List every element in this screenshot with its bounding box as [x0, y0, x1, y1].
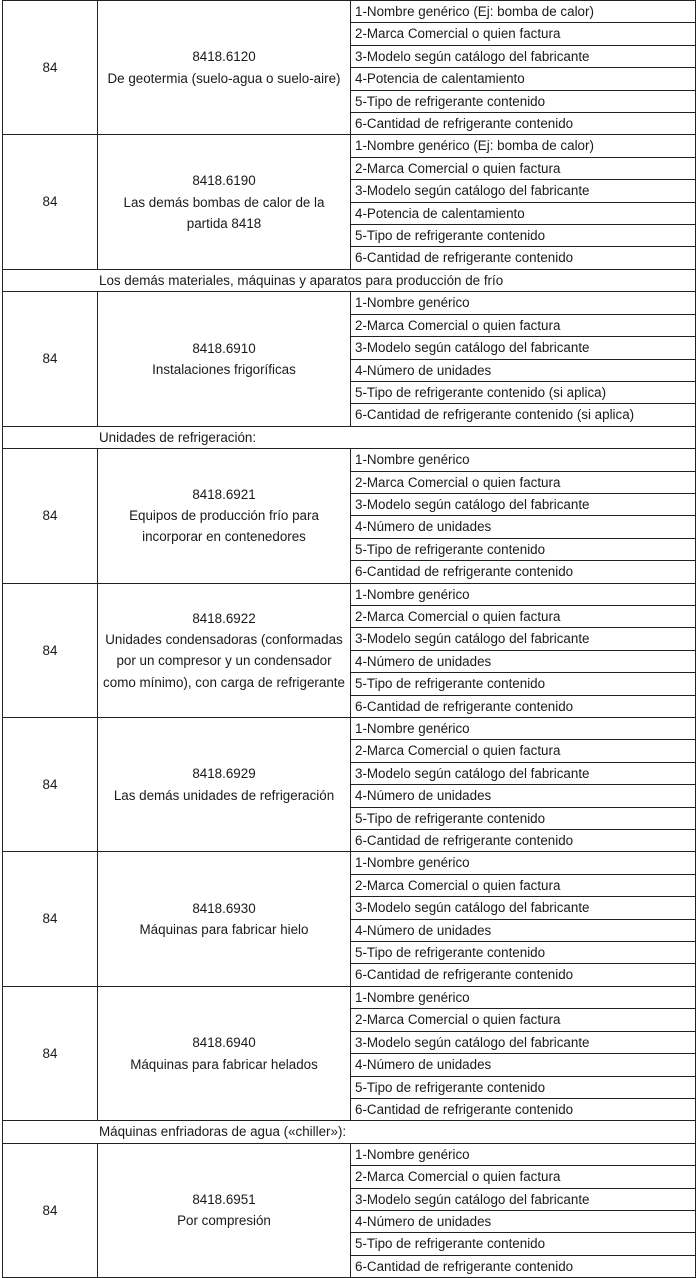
chapter-cell: 84 [3, 583, 98, 717]
requirement-item: 4-Número de unidades [351, 919, 696, 941]
requirement-item: 5-Tipo de refrigerante contenido [351, 1233, 696, 1255]
tariff-description: Máquinas para fabricar hielo [139, 922, 309, 938]
requirement-item: 3-Modelo según catálogo del fabricante [351, 180, 696, 202]
table-row [3, 449, 696, 471]
section-header-row [3, 1121, 696, 1143]
requirement-item: 2-Marca Comercial o quien factura [351, 1166, 696, 1188]
requirement-item: 6-Cantidad de refrigerante contenido [351, 1098, 696, 1120]
section-header-text: Máquinas enfriadoras de agua («chiller»): [3, 1121, 696, 1143]
section-header-row [3, 426, 696, 448]
requirement-item: 1-Nombre genérico [351, 449, 696, 471]
table-row [3, 986, 696, 1008]
tariff-code: 8418.6120 [192, 49, 256, 65]
table-row [3, 852, 696, 874]
requirement-item: 5-Tipo de refrigerante contenido [351, 942, 696, 964]
tariff-description: Equipos de producción frío para incorporar en contenedores [129, 508, 319, 545]
description-cell [98, 986, 351, 1120]
description-cell [98, 718, 351, 852]
tariff-requirements-table [2, 0, 696, 1278]
table-row [3, 292, 696, 314]
requirement-item: 6-Cantidad de refrigerante contenido [351, 1255, 696, 1277]
requirement-item: 4-Potencia de calentamiento [351, 202, 696, 224]
requirement-item: 2-Marca Comercial o quien factura [351, 740, 696, 762]
tariff-code: 8418.6921 [192, 486, 256, 502]
tariff-code: 8418.6922 [192, 610, 256, 626]
requirement-item: 6-Cantidad de refrigerante contenido [351, 561, 696, 583]
requirement-item: 2-Marca Comercial o quien factura [351, 157, 696, 179]
requirement-item: 6-Cantidad de refrigerante contenido [351, 964, 696, 986]
chapter-cell: 84 [3, 292, 98, 426]
requirement-item: 4-Número de unidades [351, 1210, 696, 1232]
requirement-item: 3-Modelo según catálogo del fabricante [351, 1188, 696, 1210]
requirement-item: 3-Modelo según catálogo del fabricante [351, 897, 696, 919]
requirement-item: 4-Potencia de calentamiento [351, 68, 696, 90]
requirement-item: 1-Nombre genérico (Ej: bomba de calor) [351, 135, 696, 157]
tariff-code: 8418.6951 [192, 1192, 256, 1208]
description-cell [98, 852, 351, 986]
requirement-item: 5-Tipo de refrigerante contenido [351, 90, 696, 112]
table-body [3, 1, 696, 1278]
chapter-cell: 84 [3, 1, 98, 135]
table-row [3, 583, 696, 605]
chapter-cell: 84 [3, 986, 98, 1120]
requirement-item: 1-Nombre genérico [351, 292, 696, 314]
requirement-item: 2-Marca Comercial o quien factura [351, 471, 696, 493]
requirement-item: 4-Número de unidades [351, 516, 696, 538]
tariff-description: Instalaciones frigoríficas [152, 362, 296, 377]
description-cell [98, 1143, 351, 1277]
tariff-description: Unidades condensadoras (conformadas por un compresor y un condensador como mínimo), con carga de refrigerante [103, 631, 345, 690]
tariff-code: 8418.6930 [192, 900, 256, 916]
description-cell [98, 583, 351, 717]
tariff-description: Las demás unidades de refrigeración [113, 787, 335, 803]
requirement-item: 4-Número de unidades [351, 1054, 696, 1076]
requirement-item: 6-Cantidad de refrigerante contenido [351, 113, 696, 135]
description-cell [98, 449, 351, 583]
requirement-item: 2-Marca Comercial o quien factura [351, 1009, 696, 1031]
description-cell [98, 292, 351, 426]
chapter-cell: 84 [3, 449, 98, 583]
requirement-item: 4-Número de unidades [351, 359, 696, 381]
table-row [3, 1143, 696, 1165]
requirement-item: 5-Tipo de refrigerante contenido [351, 673, 696, 695]
requirement-item: 6-Cantidad de refrigerante contenido [351, 830, 696, 852]
requirement-item: 1-Nombre genérico [351, 583, 696, 605]
requirement-item: 2-Marca Comercial o quien factura [351, 605, 696, 627]
requirement-item: 4-Número de unidades [351, 650, 696, 672]
section-header-text: Los demás materiales, máquinas y aparatos para producción de frío [3, 269, 696, 291]
requirement-item: 3-Modelo según catálogo del fabricante [351, 493, 696, 515]
section-header-row [3, 269, 696, 291]
requirement-item: 1-Nombre genérico (Ej: bomba de calor) [351, 1, 696, 23]
requirement-item: 3-Modelo según catálogo del fabricante [351, 628, 696, 650]
tariff-description: De geotermia (suelo-agua o suelo-aire) [107, 70, 341, 86]
requirement-item: 6-Cantidad de refrigerante contenido (si aplica) [351, 404, 696, 426]
requirement-item: 5-Tipo de refrigerante contenido [351, 225, 696, 247]
requirement-item: 2-Marca Comercial o quien factura [351, 314, 696, 336]
table-row [3, 135, 696, 157]
requirement-item: 1-Nombre genérico [351, 852, 696, 874]
tariff-code: 8418.6940 [192, 1035, 256, 1051]
requirement-item: 2-Marca Comercial o quien factura [351, 874, 696, 896]
chapter-cell: 84 [3, 1143, 98, 1277]
tariff-code: 8418.6929 [192, 766, 256, 782]
requirement-item: 2-Marca Comercial o quien factura [351, 23, 696, 45]
requirement-item: 3-Modelo según catálogo del fabricante [351, 45, 696, 67]
requirement-item: 1-Nombre genérico [351, 986, 696, 1008]
requirement-item: 3-Modelo según catálogo del fabricante [351, 337, 696, 359]
tariff-description: Las demás bombas de calor de la partida 8418 [123, 194, 325, 231]
description-cell [98, 135, 351, 269]
requirement-item: 6-Cantidad de refrigerante contenido [351, 695, 696, 717]
requirement-item: 5-Tipo de refrigerante contenido [351, 807, 696, 829]
tariff-code: 8418.6190 [192, 173, 256, 189]
requirement-item: 5-Tipo de refrigerante contenido [351, 1076, 696, 1098]
chapter-cell: 84 [3, 718, 98, 852]
chapter-cell: 84 [3, 852, 98, 986]
requirement-item: 6-Cantidad de refrigerante contenido [351, 247, 696, 269]
requirement-item: 3-Modelo según catálogo del fabricante [351, 762, 696, 784]
requirement-item: 1-Nombre genérico [351, 1143, 696, 1165]
table-row [3, 718, 696, 740]
tariff-description: Por compresión [177, 1213, 271, 1229]
description-cell [98, 1, 351, 135]
section-header-text: Unidades de refrigeración: [3, 426, 696, 448]
requirement-item: 5-Tipo de refrigerante contenido [351, 538, 696, 560]
requirement-item: 5-Tipo de refrigerante contenido (si aplica) [351, 381, 696, 403]
table-row [3, 1, 696, 23]
tariff-description: Máquinas para fabricar helados [130, 1056, 318, 1072]
requirement-item: 1-Nombre genérico [351, 718, 696, 740]
requirement-item: 4-Número de unidades [351, 785, 696, 807]
chapter-cell: 84 [3, 135, 98, 269]
requirement-item: 3-Modelo según catálogo del fabricante [351, 1031, 696, 1053]
tariff-code: 8418.6910 [192, 340, 256, 356]
